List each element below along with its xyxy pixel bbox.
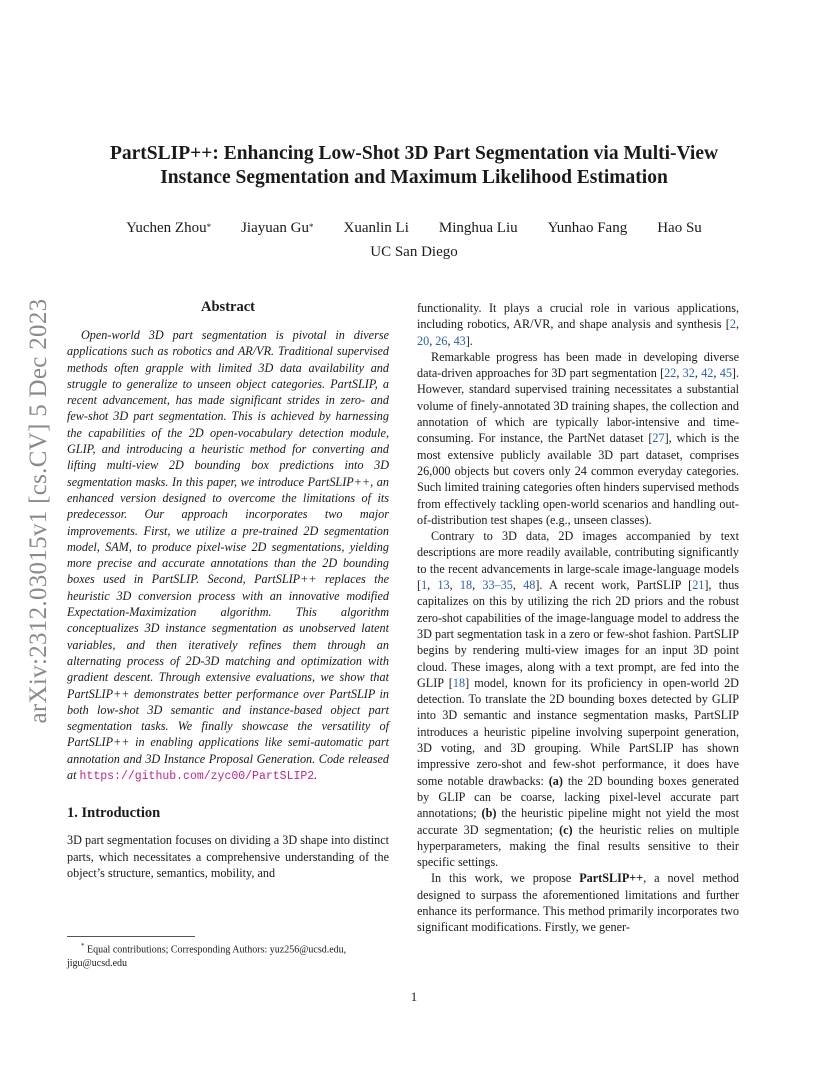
footnote [67, 940, 389, 970]
text-run: , [713, 366, 720, 381]
page-number: 1 [410, 990, 418, 1004]
paragraph [417, 349, 739, 528]
text-run: , [447, 333, 454, 348]
code-link[interactable]: https://github.com/zyc00/PartSLIP2 [79, 770, 315, 784]
arxiv-identifier: arXiv:2312.03015v1 [cs.CV] 5 Dec 2023 [25, 298, 52, 724]
author-name: Jiayuan Gu [241, 220, 309, 236]
text-run: Contrary to 3D data, 2D images accompanied by text descriptions are more readily available, contributing significantly to the recent advancements in large-scale image-language models [ [417, 529, 739, 593]
citation-link[interactable]: 43 [453, 333, 466, 348]
footnote-mark: * [81, 942, 85, 950]
text-run: In this work, we propose [431, 871, 580, 886]
paragraph [417, 528, 739, 870]
citation-link[interactable]: 42 [701, 366, 714, 381]
arxiv-sidebar [26, 289, 52, 733]
affiliation: UC San Diego [370, 244, 458, 260]
right-column [417, 300, 739, 936]
author-name: Hao Su [657, 220, 702, 236]
title-line-2: Instance Segmentation and Maximum Likelihood Estimation [160, 167, 668, 188]
author-name: Yunhao Fang [547, 220, 628, 236]
author [548, 219, 628, 238]
citation-link[interactable]: 22 [664, 366, 677, 381]
citation-link[interactable]: 33–35 [482, 578, 513, 593]
author [439, 219, 518, 238]
paper-title [60, 142, 768, 190]
author [657, 219, 702, 238]
citation-link[interactable]: 13 [437, 578, 450, 593]
citation-link[interactable]: 21 [692, 578, 705, 593]
author-name: Yuchen Zhou [126, 220, 207, 236]
introduction-paragraph: 3D part segmentation focuses on dividing a 3D shape into distinct parts, which necessitates a comprehensive understanding of the object’s structure, semantics, mobility, and [67, 833, 389, 880]
citation-link[interactable]: 45 [719, 366, 732, 381]
citation-link[interactable]: 18 [459, 578, 473, 593]
abstract-text [67, 327, 389, 785]
text-run: , [429, 333, 436, 348]
text-run: the heuristic pipeline might not yield the most accurate 3D segmentation; [417, 806, 739, 837]
citation-link[interactable]: 27 [652, 431, 665, 446]
citation-link[interactable]: 32 [682, 366, 695, 381]
paragraph [417, 870, 739, 935]
list-marker: (a) [548, 773, 563, 788]
author [241, 219, 313, 238]
method-name: PartSLIP++ [579, 871, 644, 886]
author-list [60, 219, 768, 238]
author [126, 219, 211, 238]
citation-link[interactable]: 1 [421, 578, 428, 593]
text-run: , [735, 317, 739, 332]
left-column [67, 297, 389, 881]
equal-contribution-mark: * [308, 222, 314, 232]
paragraph [417, 300, 739, 349]
footnote-rule [67, 936, 195, 937]
text-run: the heuristic relies on multiple hyperparameters, making the final results sensitive to their specific settings. [417, 822, 739, 870]
text-run: functionality. It plays a crucial role in various applications, including robotics, AR/VR, and shape analysis and synthesis [ [417, 301, 739, 332]
citation-link[interactable]: 20 [417, 333, 430, 348]
abstract-body: Open-world 3D part segmentation is pivotal in diverse applications such as robotics and AR/VR. Traditional supervised methods often grapple with limited 3D data availability and struggle to generalize to unseen object categories. PartSLIP, a recent advancement, has made significant strides in zero- and few-shot 3D part segmentation. This is achieved by harnessing the capabilities of the 2D open-vocabulary detection module, GLIP, and introducing a heuristic method for converting and lifting multi-view 2D bounding box predictions into 3D segmentation masks. In this paper, we introduce PartSLIP++, an enhanced version designed to overcome the limitations of its predecessor. Our approach incorporates two major improvements. First, we utilize a pre-trained 2D segmentation model, SAM, to produce pixel-wise 2D segmentations, yielding more precise and accurate annotations than the 2D bounding boxes used in PartSLIP. Second, PartSLIP++ replaces the heuristic 3D conversion process with an innovative modified Expectation-Maximization algorithm. This algorithm conceptualizes 3D instance segmentation as unobserved latent variables, and then iteratively refines them through an alternating process of 2D-3D matching and optimization with gradient descent. Through extensive evaluations, we show that PartSLIP++ demonstrates better performance over PartSLIP in both low-shot 3D semantic and instance-based object part segmentation tasks. We finally showcase the versatility of PartSLIP++ in enabling applications like semi-automatic part annotation and 3D Instance Proposal Generation. Code released at [67, 328, 389, 783]
text-run: Remarkable progress has been made in developing diverse data-driven approaches for 3D part segmentation [ [417, 349, 739, 381]
abstract-heading: Abstract [201, 299, 255, 315]
text-run: ] model, known for its proficiency in open-world 2D detection. To translate the 2D bounding boxes detected by GLIP into 3D semantic and instance segmentation masks, PartSLIP introduces a heuristic pipeline involving superpoint generation, 3D voting, and 3D grouping. While PartSLIP has shown impressive zero-shot and few-shot performance, it does have some notable drawbacks: [417, 675, 739, 788]
text-run: the 2D bounding boxes generated by GLIP can be coarse, lacking pixel-level accurate part annotations; [417, 773, 739, 821]
text-run: , [512, 578, 524, 593]
text-run: ], thus capitalizes on this by utilizing the rich 2D priors and the robust zero-shot capabilities of the image-language model to address the 3D part segmentation task in a zero or few-shot fashion. PartSLIP begins by rendering multi-view images for an input 3D point cloud. These images, along with a text prompt, are fed into the GLIP [ [417, 578, 740, 690]
text-run: , [472, 578, 483, 593]
title-line-1: PartSLIP++: Enhancing Low-Shot 3D Part Segmentation via Multi-View [109, 143, 719, 164]
text-run: , [694, 366, 702, 381]
text-run: , a novel method designed to surpass the aforementioned limitations and further enhance its performance. This method primarily incorporates two significant modifications. Firstly, we gener- [417, 871, 739, 935]
text-run: ]. A recent work, PartSLIP [ [535, 578, 693, 593]
author-name: Minghua Liu [438, 220, 518, 236]
text-run: , [676, 366, 683, 381]
text-run: , [427, 578, 438, 593]
list-marker: (c) [559, 822, 573, 837]
text-run: ]. However, standard supervised training necessitates a substantial volume of finely-annotated 3D training shapes, the collection and annotation of which are typically labor-intensive and time-consuming. For instance, the PartNet dataset [ [417, 366, 740, 446]
author-name: Xuanlin Li [343, 220, 409, 236]
citation-link[interactable]: 18 [452, 675, 466, 690]
list-marker: (b) [481, 806, 497, 821]
abstract-end: . [314, 768, 318, 783]
introduction-heading: 1. Introduction [67, 805, 161, 822]
citation-link[interactable]: 2 [729, 317, 736, 332]
text-run: ], which is the most extensive publicly available 3D part dataset, comprises 26,000 objects but covers only 24 common everyday categories. Such limited training categories often hinders supervised methods from effectively tackling open-world scenarios and handling out-of-distribution test shapes (e.g., unseen classes). [417, 431, 739, 527]
text-run: , [449, 578, 460, 593]
footnote-text: Equal contributions; Corresponding Authors: yuz256@ucsd.edu, jigu@ucsd.edu [67, 944, 347, 969]
citation-link[interactable]: 26 [435, 333, 448, 348]
equal-contribution-mark: * [206, 222, 212, 232]
text-run: ]. [465, 333, 473, 348]
citation-link[interactable]: 48 [523, 578, 536, 593]
author [343, 219, 408, 238]
